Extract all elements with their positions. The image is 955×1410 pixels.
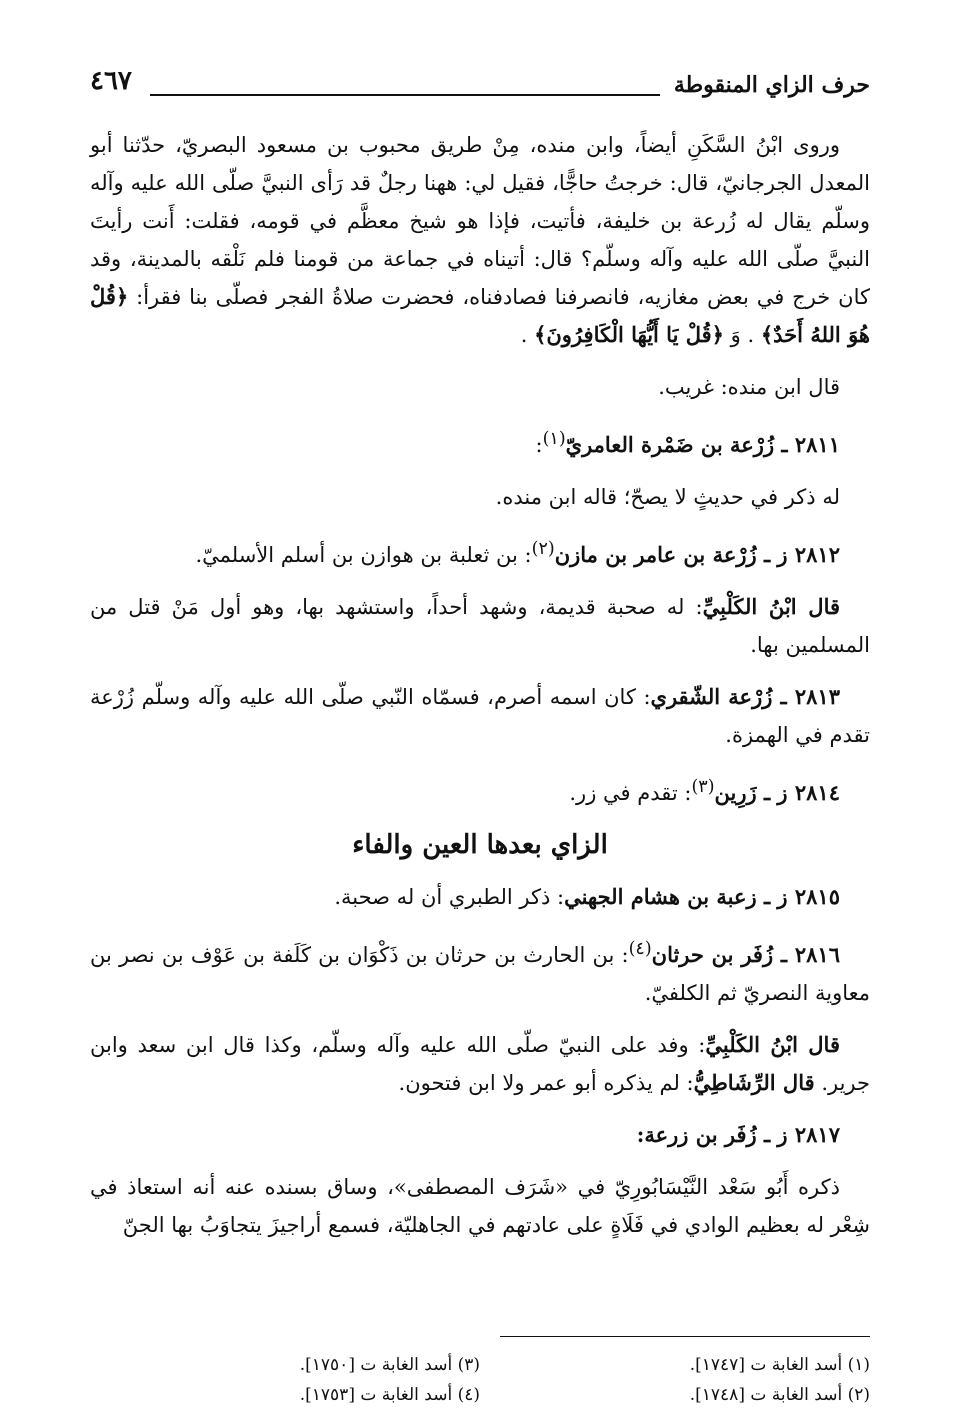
- running-title: حرف الزاي المنقوطة: [673, 72, 870, 98]
- footnote-rule: [500, 1336, 870, 1337]
- entry-2817: [90, 1116, 870, 1154]
- entry-2816: [90, 930, 870, 1012]
- entry-heading: ٢٨١٦ ـ زُفَر بن حرثان: [651, 942, 840, 967]
- quran-quote: ﴿قُلْ يَا أَيُّهَا الْكَافِرُونَ﴾: [534, 322, 724, 347]
- citation-name: قال ابْنُ الكَلْبِيِّ: [702, 594, 840, 619]
- paragraph-naysaburi: ذكره أَبُو سَعْد النَّيْسَابُورِيّ في «شَرَف المصطفى»، وساق بسنده عنه أنه استعاذ في شِعْر له بعظيم الوادي في فَلَاةٍ على عادتهم في الجاهليّة، فسمع أراجيزَ يتجاوَبُ بها الجنّ: [90, 1175, 870, 1237]
- entry-heading: ٢٨١٧ ز ـ زُفَر بن زرعة:: [636, 1122, 840, 1147]
- book-page: [90, 60, 870, 1405]
- entry-2811: [90, 420, 870, 464]
- quran-quote: ﴿قُلْ هُوَ اللهُ أَحَدٌ﴾: [90, 284, 870, 347]
- paragraph-riwaya: [90, 126, 870, 354]
- footnote-ref: (٤): [628, 939, 652, 959]
- entry-text: : كان اسمه أصرم، فسمّاه النّبي صلّى الله عليه وآله وسلّم زُرْعة تقدم في الهمزة.: [90, 685, 870, 747]
- footnote-1: (١) أسد الغابة ت [١٧٤٧].: [689, 1355, 870, 1375]
- paragraph-text: : له صحبة قديمة، وشهد أحداً، واستشهد بها، وهو أول مَنْ قتل من المسلمين بها.: [90, 595, 870, 657]
- entry-text: : تقدم في زر.: [569, 781, 692, 805]
- entry-heading: ٢٨١٥ ز ـ زعبة بن هشام الجهني: [564, 884, 840, 909]
- entry-heading: ٢٨١٣ ـ زُرْعة الشّقري: [650, 684, 840, 709]
- footnote-4: (٤) أسد الغابة ت [١٧٥٣].: [299, 1385, 480, 1405]
- section-heading: الزاي بعدها العين والفاء: [352, 830, 608, 860]
- page-body: [90, 126, 870, 1258]
- entry-text: : بن ثعلبة بن هوازن بن أسلم الأسلميّ.: [195, 543, 532, 567]
- footnote-2: (٢) أسد الغابة ت [١٧٤٨].: [689, 1385, 870, 1405]
- paragraph-text: : لم يذكره أبو عمر ولا ابن فتحون.: [398, 1071, 694, 1095]
- footnote-3: (٣) أسد الغابة ت [١٧٥٠].: [299, 1355, 480, 1375]
- header-rule: [150, 94, 660, 96]
- paragraph-text: وروى ابْنُ السَّكَنِ أيضاً، وابن منده، مِنْ طريق محبوب بن مسعود البصريّ، حدّثنا أبو المعدل الجرجانيّ، قال: خرجتُ حاجًّا، فقيل لي: ههنا رجلٌ قد رَأى النبيَّ صلّى الله عليه وآله وسلّم يقال له زُرعة بن خليفة، فأتيت، فإذا هو شيخ معظَّم في قومه، فقلت: أَنت رأيتَ النبيَّ صلّى الله عليه وآله وسلّم؟ قال: أتيناه في جماعة من قومنا فلم نَلْقه بالمدينة، وقد كان خرج في بعض مغازيه، فانصرفنا فصادفناه، فحضرت صلاةُ الفجر فصلّى بنا فقرأ:: [90, 133, 870, 309]
- entry-text: : بن الحارث بن حرثان بن ذَكْوَان بن كَلَفة بن عَوْف بن نصر بن معاوية النصريّ ثم الكلفيّ.: [90, 943, 870, 1005]
- entry-2812: [90, 530, 870, 574]
- page-number: ٤٦٧: [90, 66, 132, 96]
- paragraph-text: .: [520, 323, 528, 347]
- footnote-ref: (١): [542, 429, 566, 449]
- citation-name: قال ابْنُ الكَلْبِيِّ: [705, 1032, 840, 1057]
- entry-2814: [90, 768, 870, 812]
- paragraph-text: . وَ: [730, 323, 755, 347]
- footnote-ref: (٢): [531, 539, 555, 559]
- entry-text: : ذكر الطبري أن له صحبة.: [334, 885, 565, 909]
- entry-2813: [90, 678, 870, 754]
- paragraph-dhikr: له ذكر في حديثٍ لا يصحّ؛ قاله ابن منده.: [495, 485, 840, 509]
- paragraph-kalbi-1: [90, 588, 870, 664]
- entry-text: :: [535, 433, 543, 457]
- entry-heading: ٢٨١٢ ز ـ زُرْعة بن عامر بن مازن: [554, 542, 840, 567]
- paragraph-text: : وفد على النبيّ صلّى الله عليه وآله وسلّم، وكذا قال ابن سعد وابن جرير.: [90, 1033, 870, 1095]
- entry-2815: [90, 878, 870, 916]
- footnote-ref: (٣): [691, 777, 715, 797]
- page-header: [90, 66, 870, 112]
- paragraph-kalbi-2: [90, 1026, 870, 1102]
- entry-heading: ٢٨١٤ ز ـ زَرِين: [714, 780, 840, 805]
- citation-name: قال الرِّشَاطِيُّ: [693, 1070, 815, 1095]
- paragraph-ibn-manda: قال ابن منده: غريب.: [658, 375, 840, 399]
- entry-heading: ٢٨١١ ـ زُرْعة بن ضَمْرة العامريّ: [565, 432, 840, 457]
